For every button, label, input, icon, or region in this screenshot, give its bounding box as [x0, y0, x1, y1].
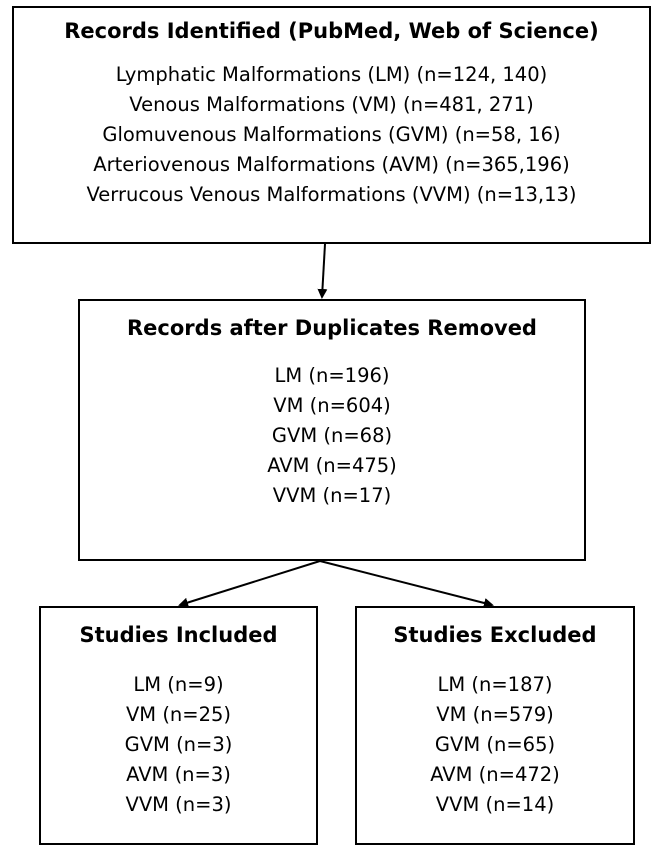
duplicates-removed-item: VM (n=604)	[273, 394, 391, 417]
studies-included-item: AVM (n=3)	[126, 763, 231, 786]
studies-excluded-box	[355, 606, 635, 845]
studies-excluded-item: VM (n=579)	[436, 703, 554, 726]
duplicates-removed-item: GVM (n=68)	[271, 424, 393, 447]
records-identified-item: Glomuvenous Malformations (GVM) (n=58, 16)	[102, 123, 561, 146]
records-identified-list	[14, 60, 649, 210]
records-identified-title: Records Identified (PubMed, Web of Science)	[64, 19, 599, 43]
arrow-deduplicated-to-included	[180, 561, 320, 605]
duplicates-removed-item: LM (n=196)	[274, 364, 390, 387]
duplicates-removed-item: AVM (n=475)	[267, 454, 397, 477]
studies-excluded-title: Studies Excluded	[393, 623, 597, 647]
studies-included-item: VM (n=25)	[125, 703, 232, 726]
studies-excluded-list	[357, 670, 633, 820]
arrow-identified-to-deduplicated	[322, 244, 325, 297]
studies-excluded-item: GVM (n=65)	[434, 733, 556, 756]
studies-excluded-item: VVM (n=14)	[435, 793, 555, 816]
duplicates-removed-box	[78, 299, 586, 561]
studies-included-list	[41, 670, 316, 820]
studies-included-item: GVM (n=3)	[124, 733, 233, 756]
arrow-deduplicated-to-excluded	[320, 561, 492, 605]
studies-included-item: VVM (n=3)	[125, 793, 232, 816]
duplicates-removed-item: VVM (n=17)	[272, 484, 392, 507]
studies-excluded-item: LM (n=187)	[437, 673, 553, 696]
studies-included-item: LM (n=9)	[133, 673, 224, 696]
duplicates-removed-list	[80, 361, 584, 511]
studies-included-title: Studies Included	[79, 623, 278, 647]
records-identified-item: Lymphatic Malformations (LM) (n=124, 140)	[115, 63, 548, 86]
records-identified-item: Venous Malformations (VM) (n=481, 271)	[129, 93, 534, 116]
studies-excluded-item: AVM (n=472)	[430, 763, 560, 786]
duplicates-removed-title: Records after Duplicates Removed	[127, 316, 537, 340]
studies-included-box	[39, 606, 318, 845]
records-identified-item: Arteriovenous Malformations (AVM) (n=365,196)	[93, 153, 570, 176]
records-identified-item: Verrucous Venous Malformations (VVM) (n=13,13)	[86, 183, 577, 206]
records-identified-box	[12, 6, 651, 244]
